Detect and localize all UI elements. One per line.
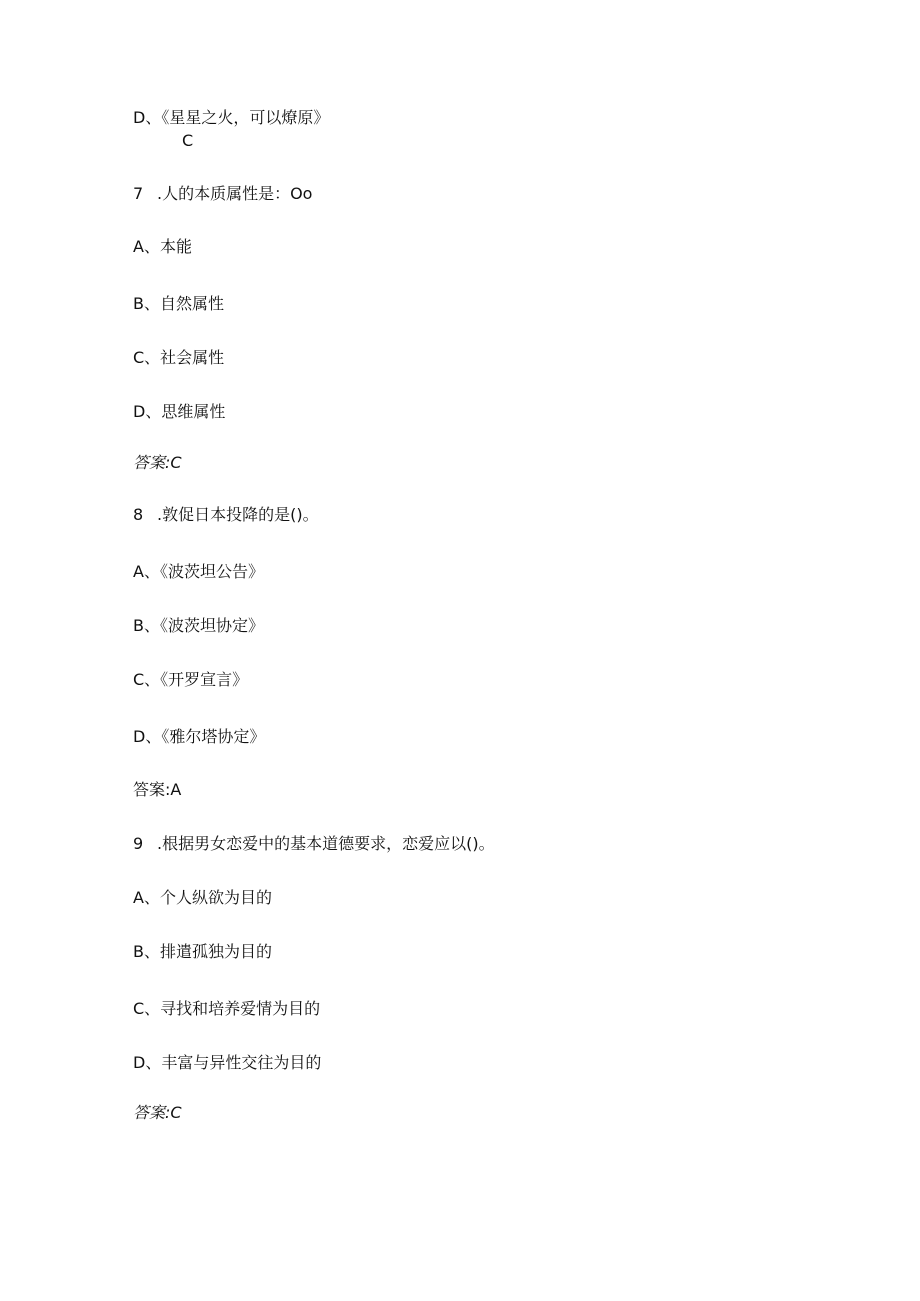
question-9-text: .根据男女恋爱中的基本道德要求，恋爱应以()。 <box>157 834 495 853</box>
question-9-answer: 答案:C <box>133 1103 182 1122</box>
question-8-option-d: D、《雅尔塔协定》 <box>133 727 266 746</box>
question-7-option-c: C、社会属性 <box>133 348 225 367</box>
question-9-option-c: C、寻找和培养爱情为目的 <box>133 999 321 1018</box>
question-8-option-a: A、《波茨坦公告》 <box>133 562 264 581</box>
question-9-number: 9 <box>133 834 144 853</box>
question-8-number: 8 <box>133 505 144 524</box>
question-7-number: 7 <box>133 184 144 203</box>
question-7-answer: 答案:C <box>133 453 182 472</box>
question-9-stem <box>133 834 495 854</box>
question-7-stem <box>133 184 312 204</box>
question-9-option-d: D、丰富与异性交往为目的 <box>133 1053 322 1072</box>
question-9-option-b: B、排遣孤独为目的 <box>133 942 272 961</box>
question-6-answer-fragment: C <box>182 131 194 150</box>
question-8-stem <box>133 505 319 525</box>
question-7-text: .人的本质属性是：Oo <box>157 184 313 203</box>
question-8-answer: 答案:A <box>133 780 182 799</box>
question-8-text: .敦促日本投降的是()。 <box>157 505 319 524</box>
question-8-option-c: C、《开罗宣言》 <box>133 670 249 689</box>
question-8-option-b: B、《波茨坦协定》 <box>133 616 264 635</box>
question-7-option-b: B、自然属性 <box>133 294 224 313</box>
question-7-option-d: D、思维属性 <box>133 402 226 421</box>
question-9-option-a: A、个人纵欲为目的 <box>133 888 272 907</box>
question-7-option-a: A、本能 <box>133 237 192 256</box>
question-6-option-d: D、《星星之火，可以燎原》 <box>133 108 330 127</box>
